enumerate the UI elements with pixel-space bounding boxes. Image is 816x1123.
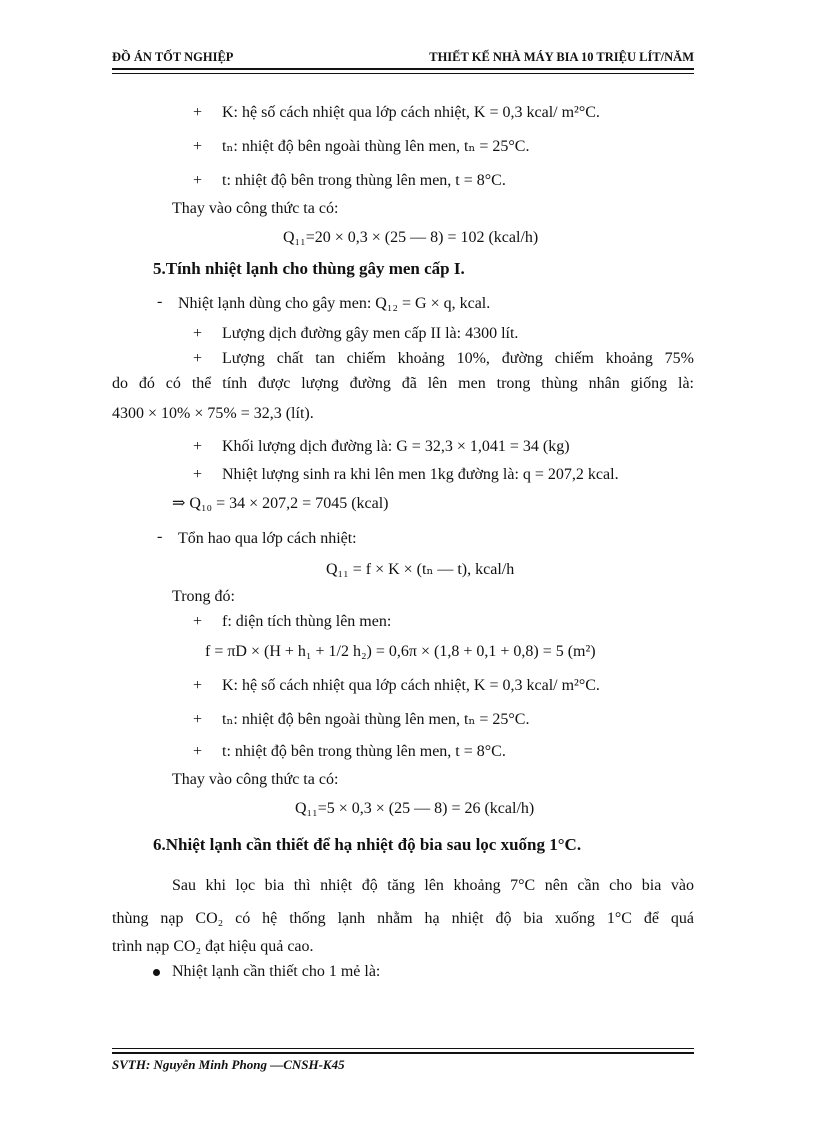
text-line: trình nạp CO₂ đạt hiệu quả cao. [112,938,314,955]
text-line: do đó có thể tính được lượng đường đã lên men trong thùng nhân giống là: [112,375,694,392]
text-line: t: nhiệt độ bên trong thùng lên men, t = 8°C. [222,172,506,189]
text-line: Trong đó: [172,588,235,605]
section-heading: 5.Tính nhiệt lạnh cho thùng gây men cấp I. [153,259,465,278]
header-rule-thick [112,68,694,70]
text-line: tₙ: nhiệt độ bên ngoài thùng lên men, tₙ = 25°C. [222,711,530,728]
bullet-icon [153,969,160,976]
text-line: Lượng chất tan chiếm khoảng 10%, đường chiếm khoảng 75% [222,350,694,367]
text-line: tₙ: nhiệt độ bên ngoài thùng lên men, tₙ = 25°C. [222,138,530,155]
plus-marker: + [193,172,203,189]
text-line: Tổn hao qua lớp cách nhiệt: [178,530,357,547]
dash-marker: - [157,528,163,545]
dash-marker: - [157,293,163,310]
formula: Q₁₁ = f × K × (tₙ — t), kcal/h [326,561,515,578]
text-line: K: hệ số cách nhiệt qua lớp cách nhiệt, K = 0,3 kcal/ m²°C. [222,104,600,121]
section-heading: 6.Nhiệt lạnh cần thiết để hạ nhiệt độ bia sau lọc xuống 1°C. [153,835,582,854]
text-line: Nhiệt lượng sinh ra khi lên men 1kg đường là: q = 207,2 kcal. [222,466,619,483]
text-line: Sau khi lọc bia thì nhiệt độ tăng lên khoảng 7°C nên cần cho bia vào [172,877,694,894]
page-footer: SVTH: Nguyễn Minh Phong —CNSH-K45 [112,1057,345,1072]
text-line: Thay vào công thức ta có: [172,200,339,217]
header-rule-thin [112,73,694,74]
text-line: Nhiệt lạnh cần thiết cho 1 mẻ là: [172,963,381,980]
formula: Q₁₁=5 × 0,3 × (25 — 8) = 26 (kcal/h) [295,800,535,817]
text-line: Khối lượng dịch đường là: G = 32,3 × 1,041 = 34 (kg) [222,438,570,455]
text-line: 4300 × 10% × 75% = 32,3 (lít). [112,405,314,422]
plus-marker: + [193,613,203,630]
plus-marker: + [193,711,203,728]
text-line: Nhiệt lạnh dùng cho gây men: Q₁₂ = G × q, kcal. [178,295,491,312]
footer-rule-thick [112,1052,694,1054]
plus-marker: + [193,677,203,694]
text-line: f: diện tích thùng lên men: [222,613,392,630]
text-line: Thay vào công thức ta có: [172,771,339,788]
plus-marker: + [193,104,203,121]
plus-marker: + [193,743,203,760]
formula: ⇒ Q₁₀ = 34 × 207,2 = 7045 (kcal) [172,495,389,512]
footer-rule-thin [112,1048,694,1049]
text-line: K: hệ số cách nhiệt qua lớp cách nhiệt, K = 0,3 kcal/ m²°C. [222,677,600,694]
formula: f = πD × (H + h₁ + 1/2 h₂) = 0,6π × (1,8 + 0,1 + 0,8) = 5 (m²) [205,643,596,660]
plus-marker: + [193,325,203,342]
plus-marker: + [193,350,203,367]
plus-marker: + [193,138,203,155]
header-right: THIẾT KẾ NHÀ MÁY BIA 10 TRIỆU LÍT/NĂM [429,50,694,64]
plus-marker: + [193,466,203,483]
header-left: ĐỒ ÁN TỐT NGHIỆP [112,50,234,64]
text-line: thùng nạp CO₂ có hệ thống lạnh nhằm hạ nhiệt độ bia xuống 1°C để quá [112,910,694,927]
formula: Q₁₁=20 × 0,3 × (25 — 8) = 102 (kcal/h) [283,229,539,246]
plus-marker: + [193,438,203,455]
text-line: Lượng dịch đường gây men cấp II là: 4300 lít. [222,325,519,342]
text-line: t: nhiệt độ bên trong thùng lên men, t = 8°C. [222,743,506,760]
page-header [112,50,694,66]
